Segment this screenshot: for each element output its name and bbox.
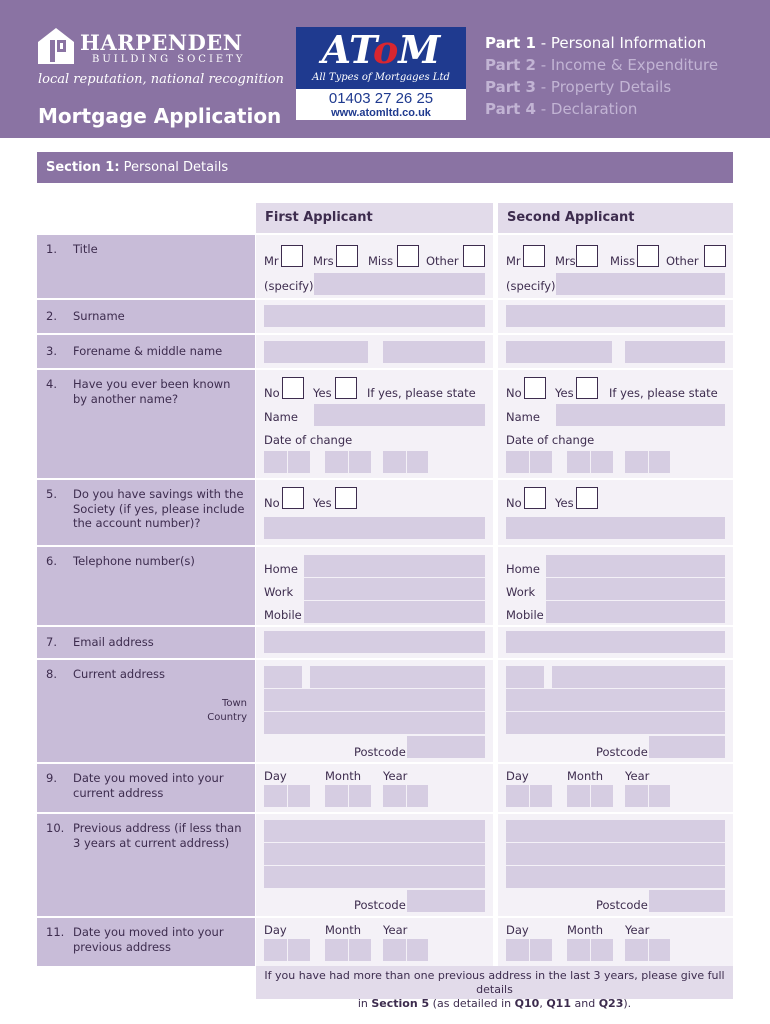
label-mobile: Mobile <box>264 608 302 622</box>
other-name-no-checkbox[interactable] <box>524 377 546 399</box>
question-cell <box>37 547 255 625</box>
email-field[interactable] <box>264 631 485 653</box>
question-number: 11. <box>46 925 65 939</box>
section-title-bar <box>37 152 733 183</box>
label-name: Name <box>264 410 298 424</box>
label-postcode: Postcode <box>596 745 648 759</box>
label-year: Year <box>625 769 650 783</box>
part-1-nav[interactable] <box>485 32 718 54</box>
second-applicant-answer <box>498 627 733 658</box>
question-text: Current address <box>73 667 166 681</box>
label-if-yes: If yes, please state <box>609 386 718 400</box>
label-postcode: Postcode <box>354 898 406 912</box>
savings-no-checkbox[interactable] <box>282 487 304 509</box>
first-applicant-answer <box>256 235 493 298</box>
first-applicant-answer <box>256 480 493 545</box>
home-phone-field[interactable] <box>304 555 485 577</box>
previous-address-line-2[interactable] <box>506 843 725 865</box>
first-applicant-answer <box>256 300 493 333</box>
label-if-yes: If yes, please state <box>367 386 476 400</box>
first-applicant-answer <box>256 814 493 916</box>
part-2-nav[interactable] <box>485 54 718 76</box>
label-country: Country <box>207 712 247 723</box>
question-number: 5. <box>46 487 57 501</box>
note-line-1: If you have had more than one previous address in the last 3 years, please give full details <box>264 969 725 996</box>
second-applicant-header: Second Applicant <box>498 203 733 233</box>
label-month: Month <box>567 923 604 937</box>
label-date-of-change: Date of change <box>506 433 595 447</box>
postcode-field[interactable] <box>649 736 725 758</box>
street-field[interactable] <box>310 666 485 688</box>
question-cell <box>37 814 255 916</box>
partner-name <box>296 27 466 73</box>
section-title: Personal Details <box>119 160 229 175</box>
email-field[interactable] <box>506 631 725 653</box>
question-cell <box>37 627 255 658</box>
part-num: Part 3 <box>485 78 536 96</box>
first-applicant-header: First Applicant <box>256 203 493 233</box>
previous-address-line-3[interactable] <box>506 866 725 888</box>
part-sep: - <box>535 78 551 96</box>
label-other: Other <box>426 254 459 268</box>
change-day-field[interactable] <box>506 451 552 473</box>
question-row-title <box>37 233 733 298</box>
second-applicant-answer <box>498 370 733 478</box>
label-yes: Yes <box>313 386 332 400</box>
note-line-2 <box>256 997 733 1011</box>
question-cell <box>37 335 255 368</box>
forename-field[interactable] <box>264 341 368 363</box>
prev-moved-day-field[interactable] <box>264 939 310 961</box>
first-applicant-answer <box>256 918 493 966</box>
title-mr-checkbox[interactable] <box>281 245 303 267</box>
other-name-yes-checkbox[interactable] <box>576 377 598 399</box>
question-number: 2. <box>46 309 57 323</box>
question-text: Surname <box>73 309 125 323</box>
change-year-field[interactable] <box>383 451 428 473</box>
label-yes: Yes <box>555 386 574 400</box>
second-applicant-answer <box>498 300 733 333</box>
title-specify-field[interactable] <box>314 273 485 295</box>
first-applicant-answer <box>256 335 493 368</box>
first-applicant-answer <box>256 764 493 812</box>
part-4-nav[interactable] <box>485 98 718 120</box>
question-text: Email address <box>73 635 154 649</box>
label-year: Year <box>383 923 408 937</box>
mobile-phone-field[interactable] <box>546 601 725 623</box>
first-applicant-answer <box>256 660 493 762</box>
section-number: Section 1: <box>46 160 120 175</box>
question-row-other-name <box>37 368 733 478</box>
label-specify: (specify) <box>264 279 314 293</box>
moved-month-field[interactable] <box>325 785 371 807</box>
label-no: No <box>506 496 522 510</box>
label-miss: Miss <box>368 254 394 268</box>
label-year: Year <box>383 769 408 783</box>
partner-name-b: M <box>398 27 441 72</box>
part-label: Declaration <box>550 100 638 118</box>
label-year: Year <box>625 923 650 937</box>
partner-logo-band <box>296 27 466 89</box>
partner-phone: 01403 27 26 25 <box>328 90 434 107</box>
house-number-field[interactable] <box>264 666 302 688</box>
question-number: 6. <box>46 554 57 568</box>
moved-day-field[interactable] <box>506 785 552 807</box>
label-postcode: Postcode <box>596 898 648 912</box>
previous-address-line-1[interactable] <box>506 820 725 842</box>
question-row-current-address <box>37 658 733 762</box>
street-field[interactable] <box>552 666 725 688</box>
postcode-field[interactable] <box>407 736 485 758</box>
title-specify-field[interactable] <box>556 273 725 295</box>
part-sep: - <box>535 34 551 52</box>
label-miss: Miss <box>610 254 636 268</box>
label-date-of-change: Date of change <box>264 433 353 447</box>
label-home: Home <box>506 562 540 576</box>
label-no: No <box>506 386 522 400</box>
second-applicant-answer <box>498 335 733 368</box>
first-applicant-answer <box>256 627 493 658</box>
brand-tagline: local reputation, national recognition <box>38 72 284 87</box>
moved-year-field[interactable] <box>625 785 670 807</box>
label-month: Month <box>567 769 604 783</box>
question-text: Forename & middle name <box>73 344 223 358</box>
house-number-field[interactable] <box>506 666 544 688</box>
previous-address-line-1[interactable] <box>264 820 485 842</box>
moved-day-field[interactable] <box>264 785 310 807</box>
question-number: 9. <box>46 771 57 785</box>
question-text: Do you have savings with the Society (if yes, please include the account number)? <box>73 487 245 530</box>
brand-name: HARPENDEN <box>80 30 243 55</box>
home-phone-field[interactable] <box>546 555 725 577</box>
label-specify: (specify) <box>506 279 556 293</box>
label-mr: Mr <box>264 254 279 268</box>
second-applicant-answer <box>498 918 733 966</box>
change-day-field[interactable] <box>264 451 310 473</box>
label-day: Day <box>264 923 287 937</box>
title-other-checkbox[interactable] <box>463 245 485 267</box>
country-field[interactable] <box>264 712 485 734</box>
savings-no-checkbox[interactable] <box>524 487 546 509</box>
question-cell <box>37 370 255 478</box>
label-other: Other <box>666 254 699 268</box>
question-number: 1. <box>46 242 57 256</box>
question-number: 4. <box>46 377 57 391</box>
savings-yes-checkbox[interactable] <box>576 487 598 509</box>
part-label: Income & Expenditure <box>550 56 719 74</box>
account-number-field[interactable] <box>506 517 725 539</box>
previous-address-note <box>256 966 733 1010</box>
first-applicant-answer <box>256 370 493 478</box>
question-cell <box>37 235 255 298</box>
title-miss-checkbox[interactable] <box>637 245 659 267</box>
title-mr-checkbox[interactable] <box>523 245 545 267</box>
question-cell <box>37 660 255 762</box>
label-day: Day <box>506 769 529 783</box>
label-day: Day <box>264 769 287 783</box>
note-q10: Q10 <box>514 997 540 1010</box>
question-row-date-moved-previous <box>37 916 733 966</box>
label-mr: Mr <box>506 254 521 268</box>
part-sep: - <box>535 100 551 118</box>
question-text: Telephone number(s) <box>73 554 195 568</box>
label-mobile: Mobile <box>506 608 544 622</box>
note-mid: (as detailed in <box>429 997 515 1010</box>
label-home: Home <box>264 562 298 576</box>
partner-name-a: AT <box>321 27 373 72</box>
other-name-yes-checkbox[interactable] <box>335 377 357 399</box>
note-q11: Q11 <box>546 997 571 1010</box>
label-work: Work <box>264 585 294 599</box>
document-title: Mortgage Application <box>38 104 282 128</box>
title-other-checkbox[interactable] <box>704 245 726 267</box>
label-postcode: Postcode <box>354 745 406 759</box>
previous-address-line-2[interactable] <box>264 843 485 865</box>
moved-month-field[interactable] <box>567 785 613 807</box>
town-field[interactable] <box>264 689 485 711</box>
label-mrs: Mrs <box>555 254 576 268</box>
parts-nav <box>485 32 718 120</box>
question-number: 8. <box>46 667 57 681</box>
second-applicant-answer <box>498 480 733 545</box>
label-month: Month <box>325 923 362 937</box>
other-name-field[interactable] <box>556 404 725 426</box>
question-text: Title <box>73 242 98 256</box>
second-applicant-answer <box>498 660 733 762</box>
note-pre: in <box>357 997 372 1010</box>
middle-name-field[interactable] <box>625 341 725 363</box>
forename-field[interactable] <box>506 341 612 363</box>
prev-moved-day-field[interactable] <box>506 939 552 961</box>
question-row-forename <box>37 333 733 368</box>
question-cell <box>37 300 255 333</box>
label-no: No <box>264 496 280 510</box>
question-row-email <box>37 625 733 658</box>
part-label: Personal Information <box>550 34 707 52</box>
question-number: 3. <box>46 344 57 358</box>
part-num: Part 2 <box>485 56 536 74</box>
change-year-field[interactable] <box>625 451 670 473</box>
note-section-ref: Section 5 <box>371 997 430 1010</box>
town-field[interactable] <box>506 689 725 711</box>
previous-postcode-field[interactable] <box>649 890 725 912</box>
prev-moved-month-field[interactable] <box>567 939 613 961</box>
country-field[interactable] <box>506 712 725 734</box>
note-end: ). <box>623 997 632 1010</box>
prev-moved-month-field[interactable] <box>325 939 371 961</box>
note-q23: Q23 <box>598 997 624 1010</box>
label-day: Day <box>506 923 529 937</box>
middle-name-field[interactable] <box>383 341 485 363</box>
work-phone-field[interactable] <box>304 578 485 600</box>
question-row-surname <box>37 298 733 333</box>
question-text: Date you moved into your current address <box>73 771 224 800</box>
label-work: Work <box>506 585 536 599</box>
surname-field[interactable] <box>506 305 725 327</box>
prev-moved-year-field[interactable] <box>625 939 670 961</box>
question-text: Date you moved into your previous address <box>73 925 224 954</box>
second-applicant-answer <box>498 547 733 625</box>
label-name: Name <box>506 410 540 424</box>
label-month: Month <box>325 769 362 783</box>
label-mrs: Mrs <box>313 254 334 268</box>
partner-subtitle: All Types of Mortgages Ltd <box>312 72 450 83</box>
label-town: Town <box>221 698 247 709</box>
label-no: No <box>264 386 280 400</box>
work-phone-field[interactable] <box>546 578 725 600</box>
surname-field[interactable] <box>264 305 485 327</box>
label-yes: Yes <box>555 496 574 510</box>
note-and: and <box>570 997 599 1010</box>
title-miss-checkbox[interactable] <box>397 245 419 267</box>
header-banner <box>0 0 770 138</box>
title-mrs-checkbox[interactable] <box>576 245 598 267</box>
first-applicant-answer <box>256 547 493 625</box>
mobile-phone-field[interactable] <box>304 601 485 623</box>
part-sep: - <box>535 56 551 74</box>
question-number: 7. <box>46 635 57 649</box>
question-row-date-moved-current <box>37 762 733 812</box>
moved-year-field[interactable] <box>383 785 428 807</box>
harpenden-house-logo-icon <box>36 26 76 66</box>
question-row-savings <box>37 478 733 545</box>
prev-moved-year-field[interactable] <box>383 939 428 961</box>
partner-name-o: o <box>372 27 399 72</box>
partner-website: www.atomltd.co.uk <box>331 107 431 119</box>
part-num: Part 4 <box>485 100 536 118</box>
question-cell <box>37 480 255 545</box>
savings-yes-checkbox[interactable] <box>335 487 357 509</box>
second-applicant-answer <box>498 764 733 812</box>
account-number-field[interactable] <box>264 517 485 539</box>
question-text: Previous address (if less than 3 years at current address) <box>73 821 242 850</box>
change-month-field[interactable] <box>325 451 371 473</box>
question-text: Have you ever been known by another name? <box>73 377 231 406</box>
partner-logo <box>296 27 466 120</box>
part-label: Property Details <box>550 78 672 96</box>
question-cell <box>37 764 255 812</box>
other-name-field[interactable] <box>314 404 485 426</box>
question-cell <box>37 918 255 966</box>
second-applicant-answer <box>498 235 733 298</box>
question-number: 10. <box>46 821 65 835</box>
part-3-nav[interactable] <box>485 76 718 98</box>
title-mrs-checkbox[interactable] <box>336 245 358 267</box>
previous-postcode-field[interactable] <box>407 890 485 912</box>
note-comma: , <box>539 997 547 1010</box>
second-applicant-answer <box>498 814 733 916</box>
previous-address-line-3[interactable] <box>264 866 485 888</box>
other-name-no-checkbox[interactable] <box>282 377 304 399</box>
part-num: Part 1 <box>485 34 536 52</box>
change-month-field[interactable] <box>567 451 613 473</box>
question-row-previous-address <box>37 812 733 916</box>
label-yes: Yes <box>313 496 332 510</box>
brand-subtitle: BUILDING SOCIETY <box>92 54 246 65</box>
question-row-telephone <box>37 545 733 625</box>
